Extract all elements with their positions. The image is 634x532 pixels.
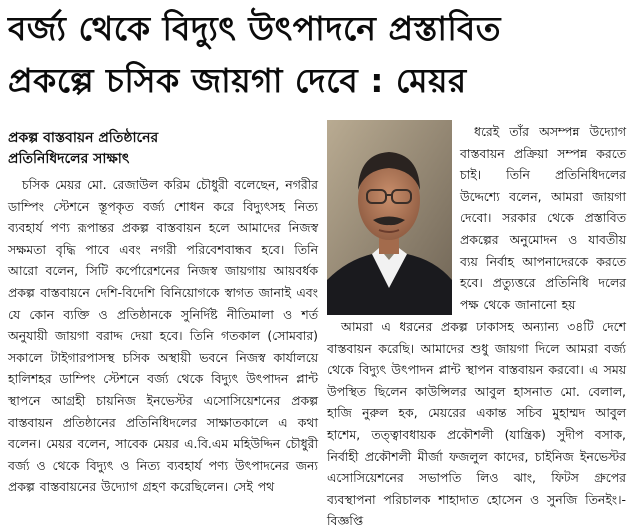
right-column-bottom-text: আমরা এ ধরনের প্রকল্প ঢাকাসহ অন্যান্য ৩৪টি দেশে বাস্তবায়ন করেছি। আমাদের শুধু জায়গা দিলে আমরা বর্জ্য থেকে বিদ্যুৎ উৎপাদন প্লান্ট স্থাপন বাস্তবায়ন করবো। এ সময় উপস্থিত ছিলেন কাউন্সিলর আবুল হাসনাত মো. বেলাল, হাজি নুরুল হক, মেয়রের একান্ত সচিব মুহাম্মদ আবুল হাশেম, তত্ত্বাবধায়ক প্রকৌশলী (যান্ত্রিক) সুদীপ বসাক, নির্বাহী প্রকৌশলী মীর্জা ফজলুল কাদের, চাইনিজ ইনভেস্টর এসোসিয়েশনের সভাপতি লিও ঝাং, ফিটস গ্রুপের ব্যবস্থাপনা পরিচালক শাহাদাত হোসেন ও সুনজি তিনইং।-বিজ্ঞপ্তি: [327, 319, 626, 529]
headline-line-1: বর্জ্য থেকে বিদ্যুৎ উৎপাদনে প্রস্তাবিত: [8, 9, 501, 48]
subhead-line-1: প্রকল্প বাস্তবায়ন প্রতিষ্ঠানের: [8, 130, 159, 146]
right-column-top-text: ধরেই তাঁর অসম্পন্ন উদ্যোগ বাস্তবায়ন প্রক্রিয়া সম্পন্ন করতে চাই। তিনি প্রতিনিধিদলের উদ্দেশ্যে বলেন, আমরা জায়গা দেবো। সরকার থেকে প্রস্তাবিত প্রকল্পের অনুমোদন ও যাবতীয় ব্যয় নির্বাহ আপনাদেরকে করতে হবে। প্রত্যুত্তরে প্রতিনিধি দলের পক্ষ থেকে জানানো হয়: [460, 124, 626, 312]
mayor-portrait-photo: [327, 120, 452, 315]
right-column-top: [460, 121, 626, 315]
subheadline: [8, 128, 320, 170]
left-column: [8, 174, 318, 498]
subhead-line-2: প্রতিনিধিদলের সাক্ষাৎ: [8, 151, 130, 167]
right-column-bottom: [327, 316, 626, 532]
headline-line-2: প্রকল্পে চসিক জায়গা দেবে : মেয়র: [8, 61, 467, 100]
portrait-photo-icon: [327, 120, 452, 315]
left-column-text: চসিক মেয়র মো. রেজাউল করিম চৌধুরী বলেছেন, নগরীর ডাম্পিং স্টেশনে স্তূপকৃত বর্জ্য শোধন করে বিদ্যুৎসহ নিত্য ব্যবহার্য পণ্য রূপান্তর প্রকল্প বাস্তবায়ন হলে আমাদের নিজস্ব সক্ষমতা বৃদ্ধি পাবে এবং নগরী পরিবেশবান্ধব হবে। তিনি আরো বলেন, সিটি কর্পোরেশনের নিজস্ব জায়গায় আয়বর্ধক প্রকল্প বাস্তবায়নে দেশি-বিদেশি বিনিয়োগকে স্বাগত জানাই এবং যে কোন ব্যক্তি ও প্রতিষ্ঠানকে সুনির্দিষ্ট নীতিমালা ও শর্ত অনুযায়ী জায়গা বরাদ্দ দেয়া হবে। তিনি গতকাল (সোমবার) সকালে টাইগারপাসস্থ চসিক অস্থায়ী ভবনে নিজস্ব কার্যালয়ে হালিশহর ডাম্পিং স্টেশনে বর্জ্য থেকে বিদ্যুৎ উৎপাদন প্লান্ট স্থাপনে আগ্রহী চায়নিজ ইনভেস্টর এসোসিয়েশনের প্রকল্প বাস্তবায়ন প্রতিষ্ঠানের প্রতিনিধিদলের সাক্ষাতকালে এ কথা বলেন। মেয়র বলেন, সাবেক মেয়র এ.বি.এম মহিউদ্দিন চৌধুরী বর্জ্য ও থেকে বিদ্যুৎ ও নিত্য ব্যবহার্য পণ্য উৎপাদনের জন্য প্রকল্প বাস্তবায়নের উদ্যোগ গ্রহণ করেছিলেন। সেই পথ: [8, 177, 318, 495]
